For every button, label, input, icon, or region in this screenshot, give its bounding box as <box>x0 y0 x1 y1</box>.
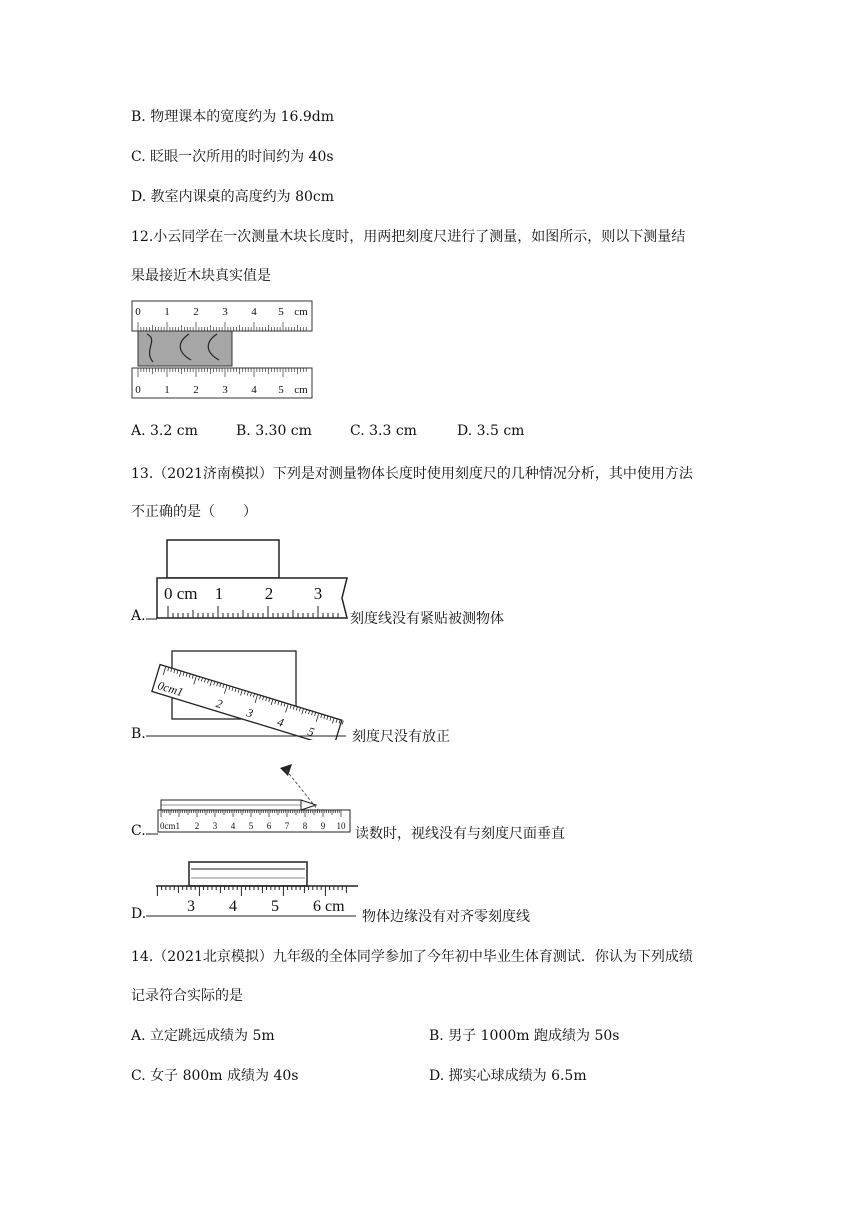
bottom-ruler-label-1: 1 <box>164 384 170 396</box>
q12-option-b: B. 3.30 cm <box>236 423 312 439</box>
q13-c-ruler-label-2: 2 <box>194 821 200 831</box>
q12-stem-line2: 果最接近木块真实值是 <box>131 268 271 284</box>
q13-b-ruler-label-2: 2 <box>214 696 225 712</box>
q13-a-caption: 刻度线没有紧贴被测物体 <box>350 611 504 627</box>
q13-d-ruler-label-4: 4 <box>229 898 237 915</box>
q13-c-ruler-label-10: 10 <box>336 821 346 831</box>
q13-c-ruler-label-7: 7 <box>284 821 290 831</box>
q14-stem-line1: 14.（2021北京模拟）九年级的全体同学参加了今年初中毕业生体育测试．你认为下列成绩 <box>131 949 693 965</box>
q13-a-ruler-label-0cm: 0 cm <box>164 584 198 603</box>
q13-stem-line1: 13.（2021济南模拟）下列是对测量物体长度时使用刻度尺的几种情况分析，其中使用方法 <box>131 466 693 482</box>
bottom-ruler-label-5: 5 <box>278 384 284 396</box>
q13-b-letter: B. <box>131 726 146 742</box>
q13-b-ruler-label-3: 3 <box>244 705 255 721</box>
q13-b-ruler-label-4: 4 <box>275 714 286 730</box>
q14-stem-line2: 记录符合实际的是 <box>131 988 243 1004</box>
ruler-tick <box>342 721 343 725</box>
top-ruler-label-4: 4 <box>251 306 257 318</box>
bottom-ruler-label-0: 0 <box>135 384 141 396</box>
top-ruler-label-0: 0 <box>135 306 141 318</box>
q12-option-c: C. 3.3 cm <box>350 423 417 439</box>
q12-stem-line1: 12.小云同学在一次测量木块长度时，用两把刻度尺进行了测量，如图所示，则以下测量结 <box>131 229 686 245</box>
q13-c-letter: C. <box>131 823 146 839</box>
q13-b-ruler-label-5: 5 <box>306 724 316 740</box>
q13-c-ruler-label-8: 8 <box>302 821 308 831</box>
q13-d-caption: 物体边缘没有对齐零刻度线 <box>362 909 530 925</box>
q14-option-b: B. 男子 1000m 跑成绩为 50s <box>429 1028 620 1044</box>
q13-c-figure <box>146 760 354 838</box>
q13-c-ruler-label-0cm1: 0cm1 <box>160 821 180 831</box>
q11-option-b: B. 物理课本的宽度约为 16.9dm <box>131 109 335 125</box>
top-ruler-label-5: 5 <box>278 306 284 318</box>
q13-a-ruler-label-3: 3 <box>313 584 323 603</box>
top-ruler-unit: cm <box>294 306 308 318</box>
q13-d-figure <box>146 858 362 920</box>
q13-d-ruler-label-5: 5 <box>271 898 279 915</box>
q13-c-ruler-label-3: 3 <box>212 821 218 831</box>
q11-option-d: D. 教室内课桌的高度约为 80cm <box>131 189 335 205</box>
q13-a-figure <box>146 538 350 622</box>
q14-option-d: D. 掷实心球成绩为 6.5m <box>429 1068 587 1084</box>
q13-b-ruler-label-0cm1: 0cm1 <box>156 678 185 700</box>
q13-b-caption: 刻度尺没有放正 <box>352 729 450 745</box>
q13-c-ruler-label-5: 5 <box>248 821 254 831</box>
top-ruler-label-1: 1 <box>164 306 170 318</box>
q12-two-rulers-figure <box>131 300 315 400</box>
bottom-ruler-label-3: 3 <box>222 384 228 396</box>
q14-option-c: C. 女子 800m 成绩为 40s <box>131 1068 299 1084</box>
top-ruler-label-3: 3 <box>222 306 228 318</box>
q12-option-d: D. 3.5 cm <box>457 423 525 439</box>
bottom-ruler-unit: cm <box>294 384 308 396</box>
q13-a-ruler-label-2: 2 <box>264 584 274 603</box>
q13-b-figure <box>146 648 352 740</box>
q13-c-ruler-label-9: 9 <box>320 821 326 831</box>
q14-option-a: A. 立定跳远成绩为 5m <box>131 1028 275 1044</box>
q13-stem-line2: 不正确的是（ ） <box>131 504 257 520</box>
q13-c-ruler-label-6: 6 <box>266 821 272 831</box>
top-ruler-label-2: 2 <box>193 306 199 318</box>
q11-option-c: C. 眨眼一次所用的时间约为 40s <box>131 149 334 165</box>
q13-c-caption: 读数时，视线没有与刻度尺面垂直 <box>355 826 565 842</box>
q13-a-letter: A. <box>131 608 146 624</box>
q13-c-ruler-label-4: 4 <box>230 821 236 831</box>
q13-d-ruler-label-3: 3 <box>187 898 195 915</box>
q12-option-a: A. 3.2 cm <box>131 423 198 439</box>
bottom-ruler-label-2: 2 <box>193 384 199 396</box>
q13-d-ruler-label-6cm: 6 cm <box>313 898 345 915</box>
q13-a-ruler-label-1: 1 <box>214 584 224 603</box>
bottom-ruler-label-4: 4 <box>251 384 257 396</box>
q13-d-letter: D. <box>131 906 147 922</box>
